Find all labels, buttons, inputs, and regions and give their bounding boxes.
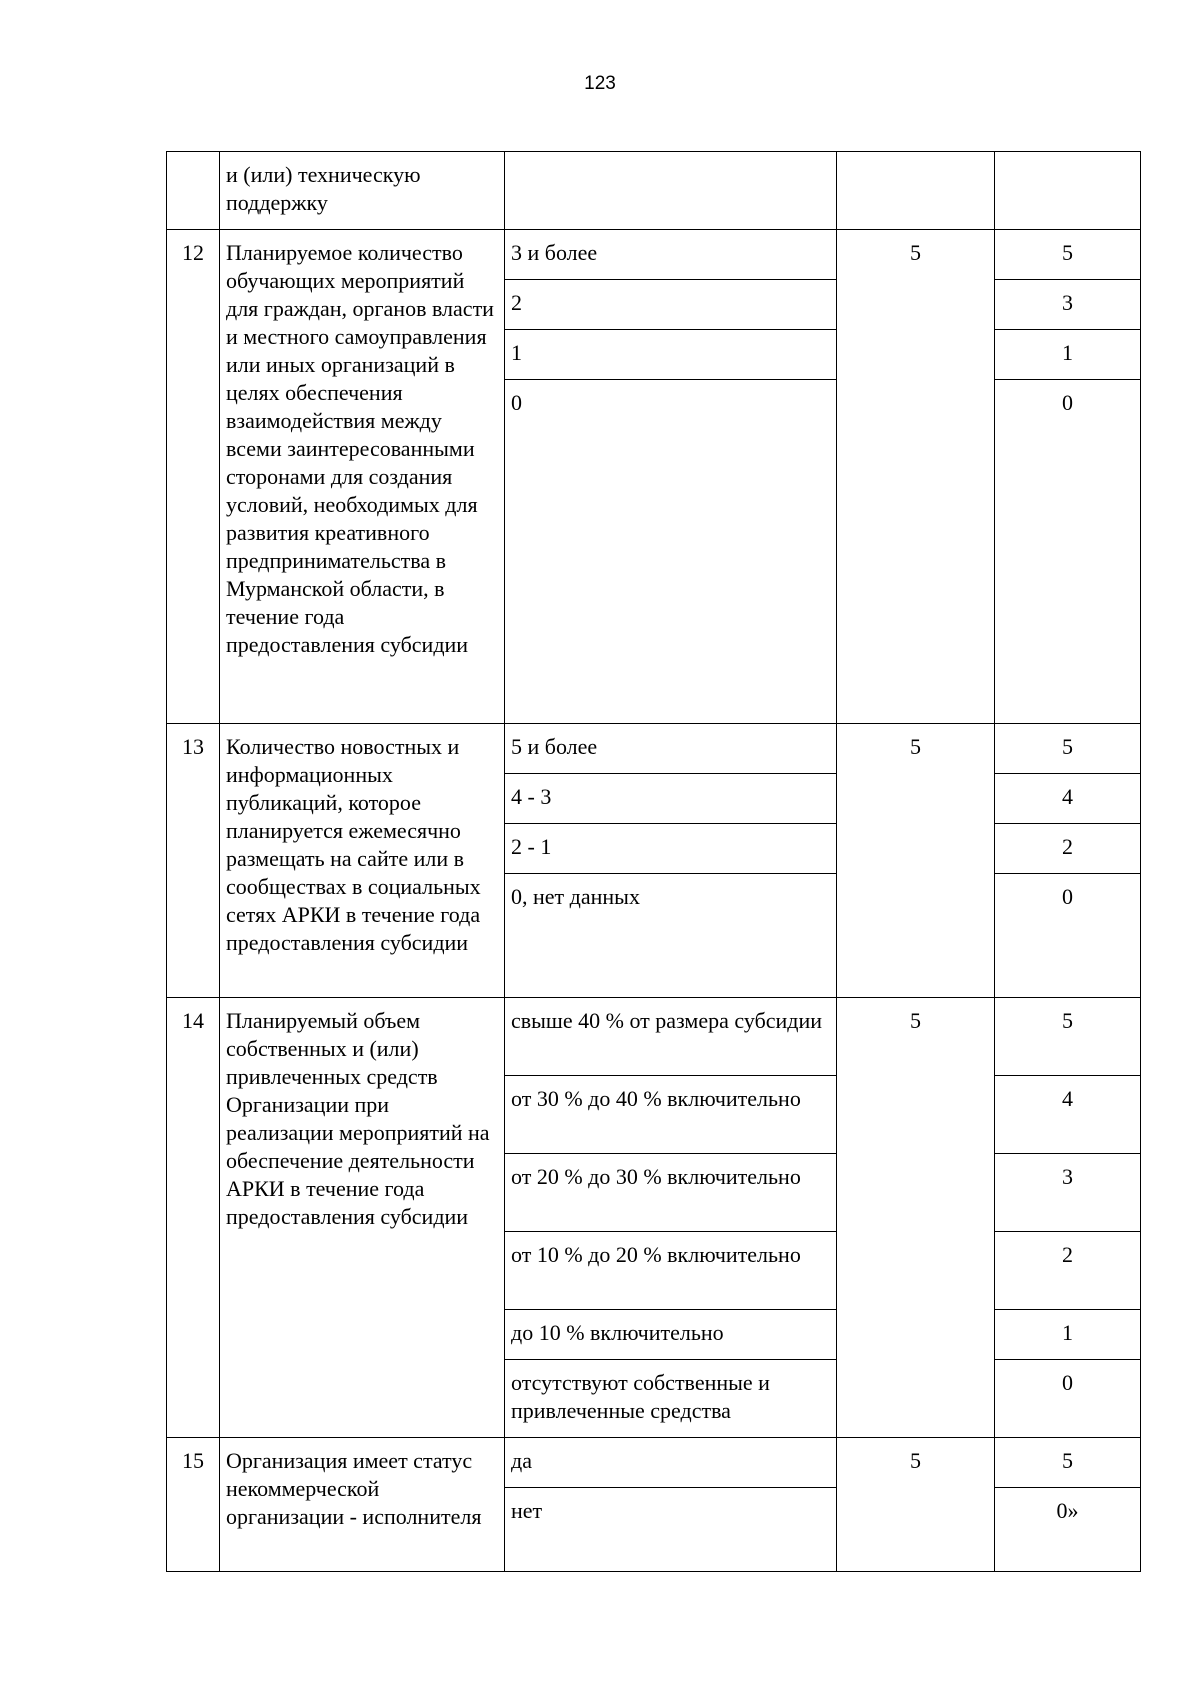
- option-text: 2 - 1: [505, 824, 837, 874]
- option-points: 3: [995, 1154, 1141, 1232]
- criterion-number: 12: [167, 230, 220, 724]
- option-text: свыше 40 % от размера субсидии: [505, 998, 837, 1076]
- option-text: 5 и более: [505, 724, 837, 774]
- max-points: 5: [837, 724, 995, 998]
- option-points: 2: [995, 824, 1141, 874]
- criterion-number: 14: [167, 998, 220, 1438]
- criteria-table: [166, 151, 1141, 1572]
- option-text: отсутствуют собственные и привлеченные средства: [505, 1360, 837, 1438]
- option-text: 4 - 3: [505, 774, 837, 824]
- option-text: [505, 152, 837, 230]
- criterion-number: 13: [167, 724, 220, 998]
- criterion-text: Планируемый объем собственных и (или) привлеченных средств Организации при реализации мероприятий на обеспечение деятельности АРКИ в течение года предоставления субсидии: [220, 998, 505, 1438]
- option-text: от 20 % до 30 % включительно: [505, 1154, 837, 1232]
- max-points: 5: [837, 998, 995, 1438]
- option-points: 5: [995, 230, 1141, 280]
- option-text: от 30 % до 40 % включительно: [505, 1076, 837, 1154]
- option-points: 5: [995, 724, 1141, 774]
- max-points: [837, 152, 995, 230]
- max-points: 5: [837, 230, 995, 724]
- table-row: [167, 1438, 1141, 1488]
- table-row: [167, 230, 1141, 280]
- option-points: 2: [995, 1232, 1141, 1310]
- page-number: 123: [584, 73, 616, 94]
- option-points: 5: [995, 1438, 1141, 1488]
- option-points: 0»: [995, 1488, 1141, 1572]
- option-text: да: [505, 1438, 837, 1488]
- option-text: нет: [505, 1488, 837, 1572]
- option-text: 0: [505, 380, 837, 724]
- option-text: до 10 % включительно: [505, 1310, 837, 1360]
- option-points: 4: [995, 774, 1141, 824]
- max-points: 5: [837, 1438, 995, 1572]
- option-points: 4: [995, 1076, 1141, 1154]
- option-points: 0: [995, 380, 1141, 724]
- table-row: [167, 724, 1141, 774]
- option-text: 3 и более: [505, 230, 837, 280]
- option-points: 1: [995, 330, 1141, 380]
- criterion-text: Организация имеет статус некоммерческой организации - исполнителя: [220, 1438, 505, 1572]
- option-text: 0, нет данных: [505, 874, 837, 998]
- option-text: 2: [505, 280, 837, 330]
- table-row: [167, 152, 1141, 230]
- option-text: 1: [505, 330, 837, 380]
- criterion-text: Количество новостных и информационных публикаций, которое планируется ежемесячно размещать на сайте или в сообществах в социальных сетях АРКИ в течение года предоставления субсидии: [220, 724, 505, 998]
- criterion-text: и (или) техническую поддержку: [220, 152, 505, 230]
- option-points: 0: [995, 874, 1141, 998]
- criterion-number: [167, 152, 220, 230]
- option-text: от 10 % до 20 % включительно: [505, 1232, 837, 1310]
- criterion-text: Планируемое количество обучающих мероприятий для граждан, органов власти и местного самоуправления или иных организаций в целях обеспечения взаимодействия между всеми заинтересованными сторонами для создания условий, необходимых для развития креативного предпринимательства в Мурманской области, в течение года предоставления субсидии: [220, 230, 505, 724]
- criterion-number: 15: [167, 1438, 220, 1572]
- option-points: 0: [995, 1360, 1141, 1438]
- option-points: 3: [995, 280, 1141, 330]
- table-row: [167, 998, 1141, 1076]
- option-points: 5: [995, 998, 1141, 1076]
- option-points: 1: [995, 1310, 1141, 1360]
- option-points: [995, 152, 1141, 230]
